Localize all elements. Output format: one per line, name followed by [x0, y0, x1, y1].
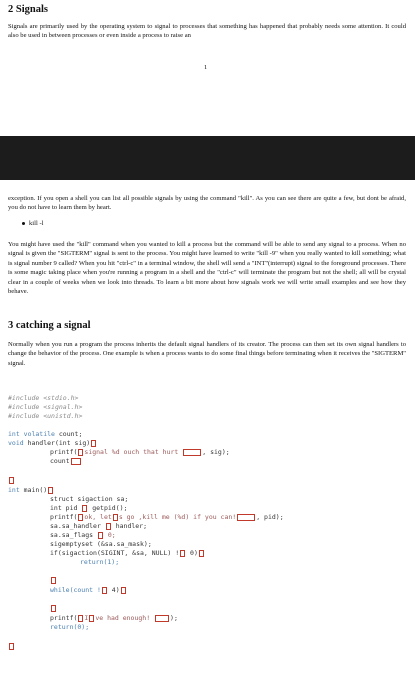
code-text: sa.sa_handler — [50, 522, 105, 530]
code-text: handler(int sig) — [23, 439, 91, 447]
code-line — [8, 486, 54, 495]
missing-glyph-icon — [78, 449, 83, 456]
signals-paragraph: Signals are primarily used by the operating system to signal to processes that something has happened that probably needs some attention. It could also be used in between processes or even inside a process to raise an — [8, 23, 406, 40]
missing-glyph-icon — [113, 514, 118, 521]
code-line — [50, 576, 57, 585]
code-text: struct sigaction sa; — [50, 495, 129, 503]
code-text: sigemptyset (&sa.sa_mask); — [50, 540, 152, 548]
code-line — [50, 614, 178, 623]
code-string: signal %d ouch that hurt — [84, 448, 183, 456]
missing-glyph-icon — [9, 643, 14, 650]
missing-glyph-icon — [89, 615, 94, 622]
code-text: , pid); — [256, 513, 284, 521]
code-line — [8, 476, 15, 485]
code-text: 4) — [107, 586, 120, 594]
code-keyword: int — [8, 486, 20, 494]
code-text: ); — [170, 614, 178, 622]
code-text: 0) — [186, 549, 198, 557]
catching-paragraph: Normally when you run a program the process inherits the default signal handlers of its creator. The process can then set its own signal handlers to change the behavior of the process. One example is when a process wants to do some final things before terminating when it receives the "SIGTERM" signal. — [8, 341, 406, 367]
missing-glyph-icon — [106, 523, 111, 530]
missing-glyph-icon — [121, 587, 126, 594]
kill-paragraph: You might have used the "kill" command when you wanted to kill a process but the command will be able to send any signal to a process. When no signal is given the "SIGTERM" signal is sent to the process. You might have learned to write "kill -9" when you really wanted to kill something; what is signal number 9 called? When you hit "ctrl-c" in a terminal window, the shell will send a "INT"(interrupt) signal to the foreground processes. There is some magic taking place when you're running a program in a shell and the "ctrl-c" will terminate the program but not the shell; all will be crystal clear in a couple of weeks when we look into threads. To learn a bit more about how signals work we will write small examples and see how they behave. — [8, 241, 406, 296]
code-string: ve had enough! — [95, 614, 155, 622]
missing-glyph-icon — [199, 550, 204, 557]
code-text: main() — [19, 486, 48, 494]
page-1 — [0, 0, 415, 128]
code-line — [50, 504, 127, 513]
continued-paragraph: exception. If you open a shell you can list all possible signals by using the command "kill". As you can see there are quite a few, but dont be afraid, you do not have to learn them by heart. — [8, 195, 406, 212]
code-include: #include <stdio.h> — [8, 394, 79, 402]
missing-glyph-icon — [155, 615, 169, 622]
section-heading-catching: 3 catching a signal — [8, 320, 91, 331]
code-text: printf( — [50, 513, 78, 521]
code-string: ok, let — [84, 513, 112, 521]
missing-glyph-icon — [71, 458, 81, 465]
code-text: getpid(); — [88, 504, 128, 512]
bullet-item — [22, 220, 43, 227]
code-include: #include <signal.h> — [8, 403, 83, 411]
code-line — [50, 531, 116, 540]
missing-glyph-icon — [102, 587, 107, 594]
page-number: 1 — [204, 64, 208, 71]
code-keyword: return(0); — [50, 623, 90, 631]
code-keyword: return(1); — [80, 558, 120, 566]
page-separator — [0, 136, 415, 180]
code-string: I — [84, 614, 89, 622]
code-number: 0; — [103, 531, 116, 539]
code-keyword: while(count ! — [50, 586, 101, 594]
missing-glyph-icon — [51, 577, 56, 584]
code-line — [8, 394, 78, 403]
missing-glyph-icon — [183, 449, 201, 456]
code-keyword: int volatile — [8, 430, 55, 438]
code-text: count — [50, 457, 70, 465]
page-2 — [0, 190, 415, 700]
code-line — [50, 522, 147, 531]
code-line — [50, 586, 127, 595]
code-line — [80, 558, 119, 567]
missing-glyph-icon — [78, 615, 83, 622]
bullet-dot-icon — [22, 222, 25, 225]
code-keyword: void — [8, 439, 24, 447]
code-text: printf( — [50, 614, 78, 622]
code-line — [50, 513, 284, 522]
missing-glyph-icon — [78, 514, 83, 521]
code-text: int pid — [50, 504, 82, 512]
code-line — [8, 430, 82, 439]
code-line — [8, 439, 97, 448]
missing-glyph-icon — [91, 440, 96, 447]
code-text: if(sigaction(SIGINT, &sa, NULL) ! — [50, 549, 180, 557]
missing-glyph-icon — [180, 550, 185, 557]
section-heading-signals: 2 Signals — [8, 4, 48, 15]
missing-glyph-icon — [98, 532, 103, 539]
code-string: s go ,kill me (%d) if you can! — [118, 513, 237, 521]
code-include: #include <unistd.h> — [8, 412, 83, 420]
code-line — [50, 623, 89, 632]
code-line — [8, 412, 82, 421]
code-line — [8, 403, 82, 412]
code-line — [50, 495, 128, 504]
missing-glyph-icon — [237, 514, 255, 521]
missing-glyph-icon — [48, 487, 53, 494]
code-text: handler; — [111, 522, 148, 530]
code-line — [8, 642, 15, 651]
missing-glyph-icon — [9, 477, 14, 484]
code-line — [50, 540, 152, 549]
code-text: , sig); — [202, 448, 230, 456]
code-line — [50, 457, 82, 466]
code-line — [50, 549, 205, 558]
code-line — [50, 604, 57, 613]
code-line — [50, 448, 230, 457]
missing-glyph-icon — [82, 505, 87, 512]
missing-glyph-icon — [51, 605, 56, 612]
code-text: sa.sa_flags — [50, 531, 97, 539]
code-text: count; — [54, 430, 83, 438]
bullet-text: kill -l — [29, 220, 44, 227]
code-text: printf( — [50, 448, 78, 456]
